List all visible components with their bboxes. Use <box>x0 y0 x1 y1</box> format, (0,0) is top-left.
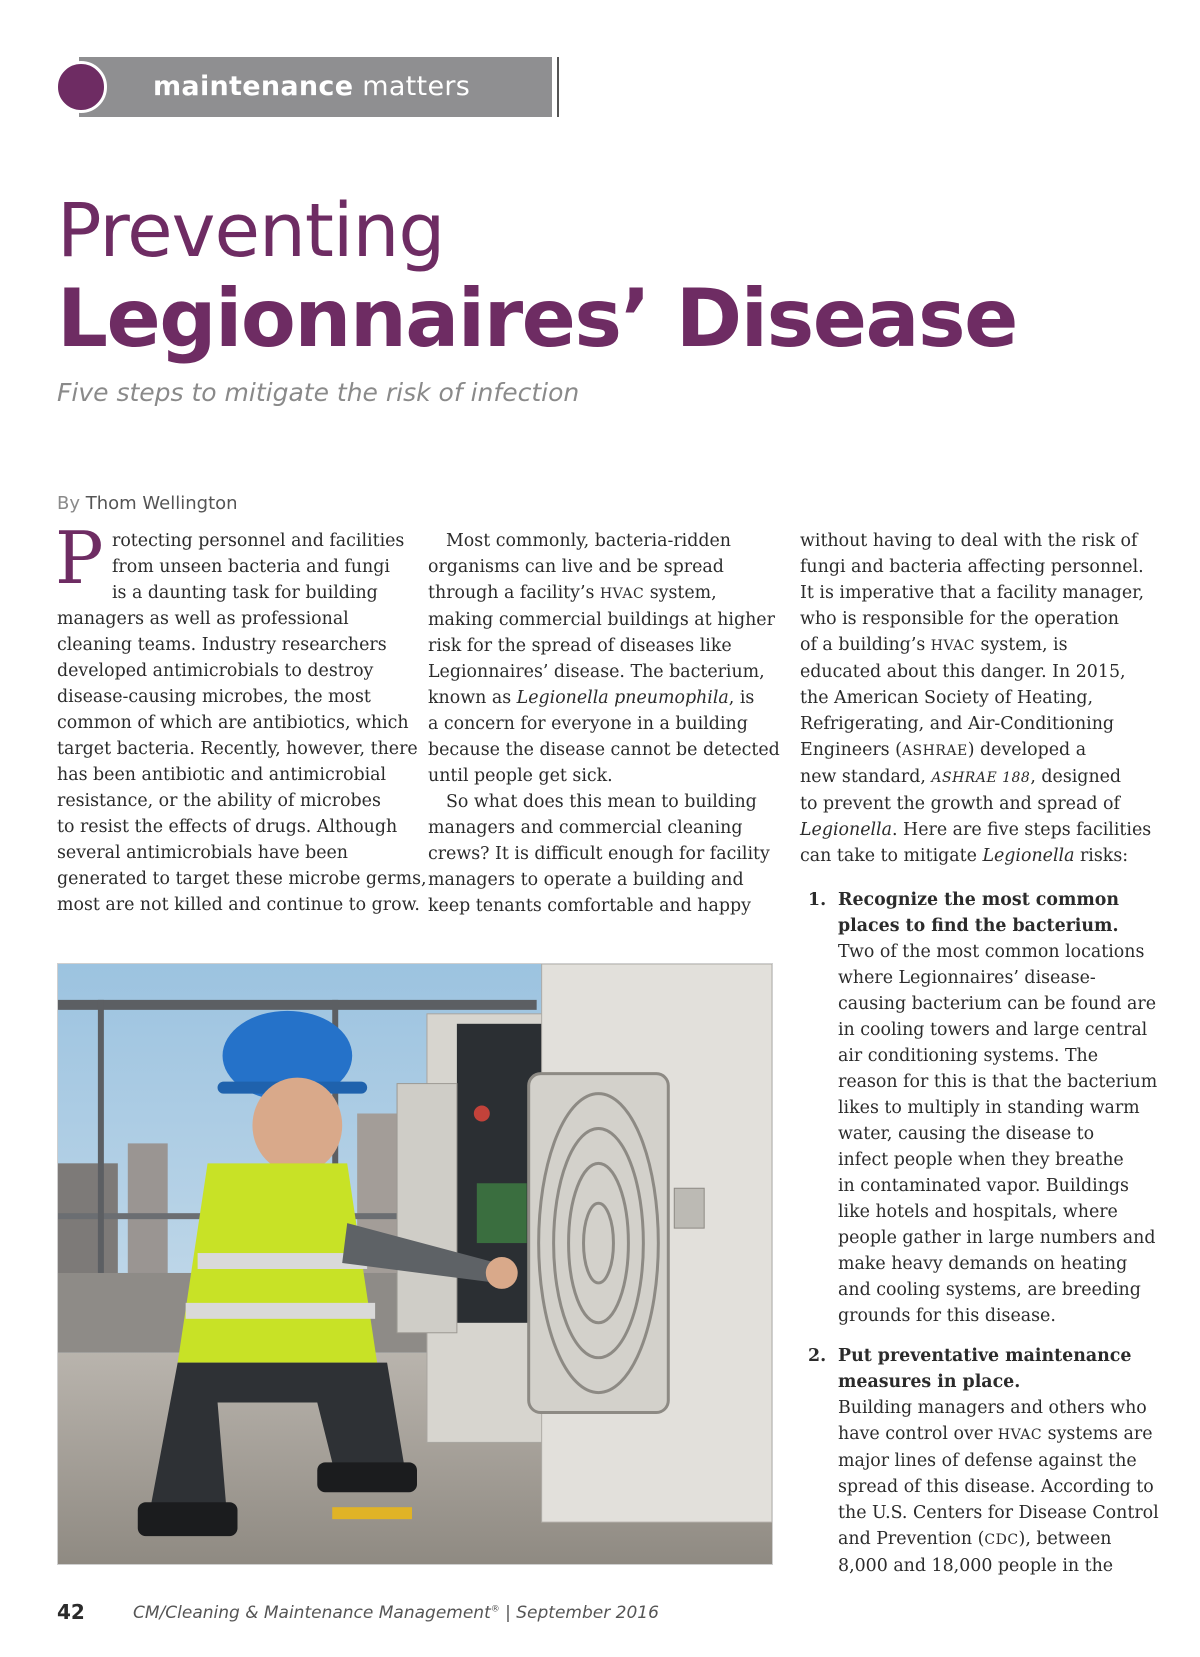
reflective-stripe <box>186 1303 375 1319</box>
text-line: common of which are antibiotics, which <box>57 713 409 733</box>
text-line: developed antimicrobials to destroy <box>57 661 374 681</box>
text-line: people gather in large numbers and <box>838 1228 1156 1248</box>
publication-footer: CM/Cleaning & Maintenance Management® | September 2016 <box>133 1603 659 1623</box>
text-line: Most commonly, bacteria-ridden <box>446 531 731 551</box>
text-line: has been antibiotic and antimicrobial <box>57 765 387 785</box>
text-line: until people get sick. <box>428 766 613 786</box>
article-subtitle: Five steps to mitigate the risk of infection <box>57 378 580 407</box>
text-line: managers to operate a building and <box>428 870 744 890</box>
text-line: without having to deal with the risk of <box>800 531 1138 551</box>
section-label: maintenance matters <box>153 71 471 102</box>
text-line: of a building’s HVAC system, is <box>800 635 1068 655</box>
fan-grille-icon <box>529 1074 669 1413</box>
text-line: rotecting personnel and facilities <box>112 531 405 551</box>
hvac-technician-photo <box>57 963 773 1565</box>
text-line: Two of the most common locations <box>838 942 1145 962</box>
text-line: spread of this disease. According to <box>838 1477 1154 1497</box>
list-item-step-2 <box>800 1343 1159 1579</box>
text-line: Refrigerating, and Air-Conditioning <box>800 714 1115 734</box>
railing-top <box>58 1000 537 1010</box>
column-2 <box>428 528 780 919</box>
text-line: managers and commercial cleaning <box>428 818 743 838</box>
hvac-fan-grille <box>397 1084 457 1333</box>
text-line: Building managers and others who <box>838 1398 1147 1418</box>
tool-on-floor <box>332 1507 412 1519</box>
technician-hand <box>486 1257 518 1289</box>
text-line: water, causing the disease to <box>838 1124 1095 1144</box>
text-line: like hotels and hospitals, where <box>838 1202 1118 1222</box>
text-line: It is imperative that a facility manager, <box>800 583 1145 603</box>
text-line: Engineers (ASHRAE) developed a <box>800 740 1087 760</box>
text-line: educated about this danger. In 2015, <box>800 662 1126 682</box>
text-line: generated to target these microbe germs, <box>57 869 427 889</box>
photo-illustration <box>58 964 772 1564</box>
text-line: making commercial buildings at higher <box>428 610 775 630</box>
section-header <box>55 57 525 117</box>
article-title-line1: Preventing <box>57 188 445 274</box>
railing-post <box>98 1000 104 1289</box>
text-line: have control over HVAC systems are <box>838 1424 1153 1444</box>
text-line: disease-causing microbes, the most <box>57 687 371 707</box>
text-line: Legionnaires’ disease. The bacterium, <box>428 662 765 682</box>
text-line: resistance, or the ability of microbes <box>57 791 381 811</box>
text-line: most are not killed and continue to grow. <box>57 895 420 915</box>
work-boot <box>138 1502 238 1536</box>
text-line: cleaning teams. Industry researchers <box>57 635 387 655</box>
text-line: risk for the spread of diseases like <box>428 636 732 656</box>
distant-building <box>58 1163 118 1283</box>
text-line: a concern for everyone in a building <box>428 714 748 734</box>
section-dot-icon <box>55 61 107 113</box>
text-line: target bacteria. Recently, however, there <box>57 739 418 759</box>
article-title-line2: Legionnaires’ Disease <box>57 272 1017 365</box>
text-line: causing bacterium can be found are <box>838 994 1156 1014</box>
text-line: to prevent the growth and spread of <box>800 794 1120 814</box>
text-line: new standard, ASHRAE 188, designed <box>800 767 1122 787</box>
column-1 <box>55 516 427 918</box>
section-bar-divider <box>557 57 559 117</box>
text-line: known as Legionella pneumophila, is <box>428 688 755 708</box>
text-line: and cooling systems, are breeding <box>838 1280 1141 1300</box>
text-line: crews? It is difficult enough for facility <box>428 844 770 864</box>
list-number: 1. <box>808 890 827 910</box>
text-line: keep tenants comfortable and happy <box>428 896 751 916</box>
text-line: the U.S. Centers for Disease Control <box>838 1503 1159 1523</box>
text-line: major lines of defense against the <box>838 1451 1137 1471</box>
text-line: is a daunting task for building <box>112 583 378 603</box>
byline: By Thom Wellington <box>57 493 238 514</box>
text-line: organisms can live and be spread <box>428 557 724 577</box>
text-line: managers as well as professional <box>57 609 349 629</box>
text-line: in cooling towers and large central <box>838 1020 1148 1040</box>
technician-face <box>252 1078 342 1174</box>
step-heading: places to find the bacterium. <box>838 916 1119 936</box>
text-line: can take to mitigate Legionella risks: <box>800 846 1129 866</box>
circuit-board <box>477 1183 527 1243</box>
text-line: the American Society of Heating, <box>800 688 1094 708</box>
step-heading: Put preventative maintenance <box>838 1346 1132 1366</box>
reflective-stripe <box>198 1253 368 1269</box>
text-line: 8,000 and 18,000 people in the <box>838 1556 1114 1576</box>
text-line: likes to multiply in standing warm <box>838 1098 1140 1118</box>
text-line: So what does this mean to building <box>446 792 757 812</box>
text-line: to resist the effects of drugs. Although <box>57 817 398 837</box>
text-line: infect people when they breathe <box>838 1150 1124 1170</box>
page-number: 42 <box>57 1600 85 1624</box>
component <box>474 1106 490 1122</box>
text-line: make heavy demands on heating <box>838 1254 1128 1274</box>
column-3 <box>800 528 1159 1579</box>
text-line: air conditioning systems. The <box>838 1046 1099 1066</box>
text-line: who is responsible for the operation <box>800 609 1119 629</box>
step-heading: Recognize the most common <box>838 890 1120 910</box>
text-line: grounds for this disease. <box>838 1306 1056 1326</box>
text-line: and Prevention (CDC), between <box>838 1529 1112 1549</box>
list-number: 2. <box>808 1346 827 1366</box>
text-line: where Legionnaires’ disease- <box>838 968 1096 988</box>
dropcap: P <box>55 516 104 600</box>
text-line: in contaminated vapor. Buildings <box>838 1176 1129 1196</box>
list-item-step-1 <box>800 887 1158 1329</box>
text-line: reason for this is that the bacterium <box>838 1072 1158 1092</box>
unit-label-plate <box>674 1188 704 1228</box>
text-line: fungi and bacteria affecting personnel. <box>800 557 1144 577</box>
work-boot <box>317 1462 417 1492</box>
text-line: because the disease cannot be detected <box>428 740 780 760</box>
step-heading: measures in place. <box>838 1372 1021 1392</box>
dropcap-paragraph <box>55 516 427 918</box>
text-line: through a facility’s HVAC system, <box>428 583 717 603</box>
text-line: Legionella. Here are five steps facilities <box>800 820 1152 840</box>
text-line: from unseen bacteria and fungi <box>112 557 390 577</box>
text-line: several antimicrobials have been <box>57 843 349 863</box>
